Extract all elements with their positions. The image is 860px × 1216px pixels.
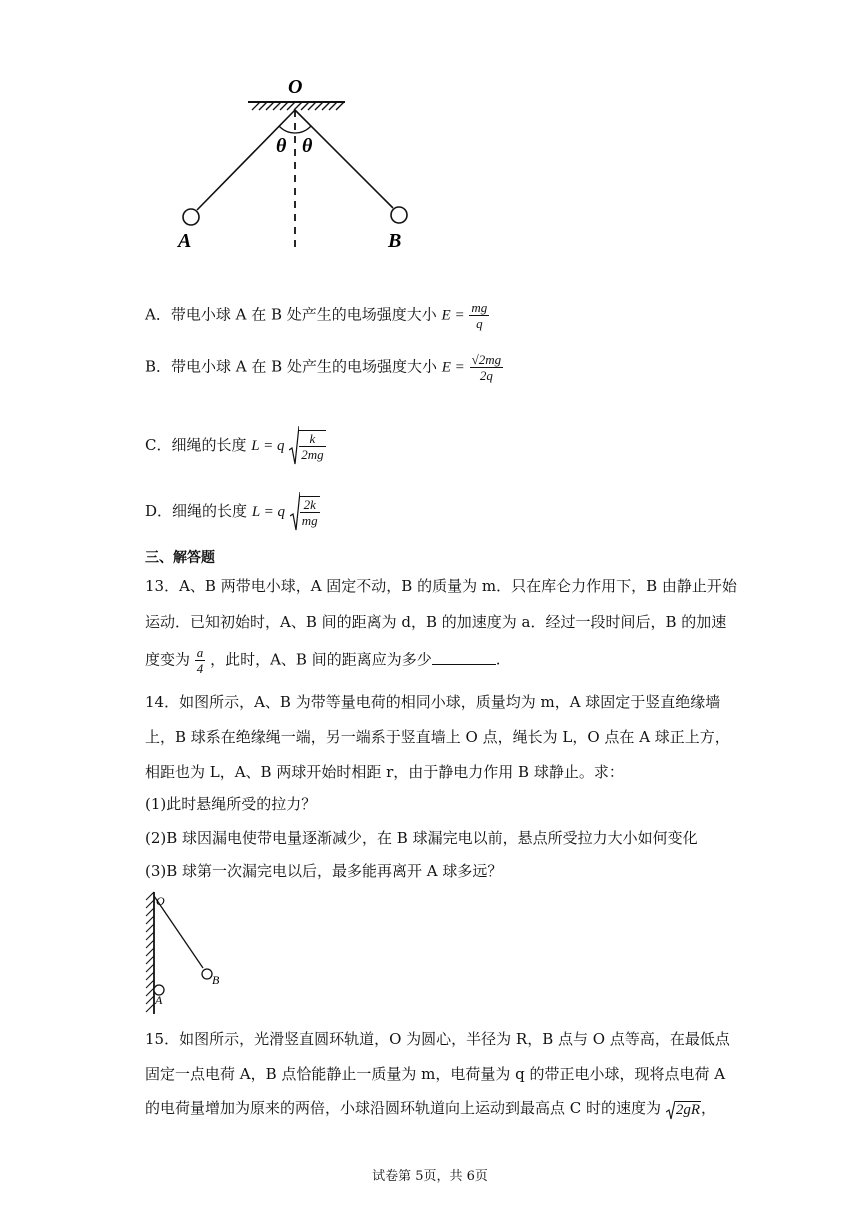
label-b: B (388, 230, 402, 252)
option-b-numerator: √2mg (471, 352, 502, 367)
option-b-denominator: 2q (479, 368, 493, 383)
q14-line1: 14．如图所示，A、B 为带等量电荷的相同小球，质量均为 m，A 球固定于竖直绝缘墙 (145, 693, 721, 711)
q13-numerator: a (196, 645, 204, 660)
q15-line3-end: ， (700, 1099, 716, 1117)
label-o: O (288, 76, 303, 98)
wall-pendulum-figure (140, 888, 240, 1016)
option-b-lhs: E = (441, 359, 465, 376)
option-a (145, 300, 489, 331)
q14-line2: 上，B 球系在绝缘绳一端，另一端系于竖直墙上 O 点，绳长为 L，O 点在 A 球正上方， (145, 728, 730, 746)
q13-fraction (195, 645, 206, 676)
option-d-denominator: mg (301, 513, 318, 528)
option-c-text: C．细绳的长度 (145, 436, 247, 454)
option-d-text: D．细绳的长度 (145, 502, 248, 520)
option-d-sqrt (290, 492, 320, 532)
option-c-denominator: 2mg (301, 447, 324, 462)
option-b-text: B．带电小球 A 在 B 处产生的电场强度大小 (145, 357, 437, 376)
q15-sqrt (666, 1099, 701, 1120)
section-title: 三、解答题 (145, 550, 215, 566)
q13-line3 (145, 645, 500, 676)
fig2-label-a: A (155, 993, 163, 1007)
option-a-numerator: mg (471, 300, 488, 315)
option-d (145, 492, 320, 532)
option-a-text: A．带电小球 A 在 B 处产生的电场强度大小 (145, 305, 437, 324)
q14-sub1: (1)此时悬绳所受的拉力？ (145, 795, 317, 813)
q13-line2: 运动．已知初始时，A、B 间的距离为 d，B 的加速度为 a．经过一段时间后，B 的加速 (145, 613, 727, 631)
option-b (145, 352, 503, 383)
fig2-label-o: O (156, 894, 165, 908)
fig2-label-b: B (212, 973, 220, 987)
q14-sub3: (3)B 球第一次漏完电以后，最多能再离开 A 球多远？ (145, 862, 503, 880)
option-c-lhs: L = q (251, 438, 285, 454)
page-footer: 试卷第 5页，共 6页 (372, 1169, 488, 1184)
q13-line1: 13．A、B 两带电小球，A 固定不动，B 的质量为 m．只在库仑力作用下，B 由静止开始 (145, 577, 737, 595)
q15-line3-pre: 的电荷量增加为原来的两倍，小球沿圆环轨道向上运动到最高点 C 时的速度为 (145, 1099, 662, 1117)
label-a: A (178, 230, 192, 252)
option-a-lhs: E = (441, 307, 465, 324)
q15-line2: 固定一点电荷 A，B 点恰能静止一质量为 m，电荷量为 q 的带正电小球，现将点电荷 A (145, 1065, 726, 1083)
q13-line3-end: . (495, 650, 501, 669)
q13-answer-blank (432, 650, 496, 665)
q15-sqrt-content: 2gR (675, 1101, 700, 1118)
option-c (145, 426, 326, 466)
option-a-denominator: q (476, 316, 483, 331)
q15-line3 (145, 1098, 716, 1120)
q13-line3-post: ，此时，A、B 间的距离应为多少 (210, 650, 432, 669)
option-a-fraction (469, 300, 489, 331)
option-b-fraction (470, 352, 504, 383)
q15-line1: 15．如图所示，光滑竖直圆环轨道，O 为圆心，半径为 R，B 点与 O 点等高，在最低点 (145, 1030, 730, 1048)
option-d-lhs: L = q (251, 504, 286, 520)
option-d-numerator: 2k (300, 497, 320, 513)
label-theta-left: θ (276, 135, 287, 157)
q14-line3: 相距也为 L，A、B 两球开始时相距 r，由于静电力作用 B 球静止。求： (145, 763, 624, 781)
label-theta-right: θ (302, 135, 313, 157)
q14-sub2: (2)B 球因漏电使带电量逐渐减少，在 B 球漏完电以前，悬点所受拉力大小如何变化 (145, 829, 698, 847)
option-c-sqrt (289, 426, 325, 466)
q13-line3-pre: 度变为 (145, 650, 191, 669)
q13-denominator: 4 (196, 661, 204, 676)
option-c-numerator: k (299, 431, 325, 447)
hanging-balls-figure (170, 70, 430, 255)
